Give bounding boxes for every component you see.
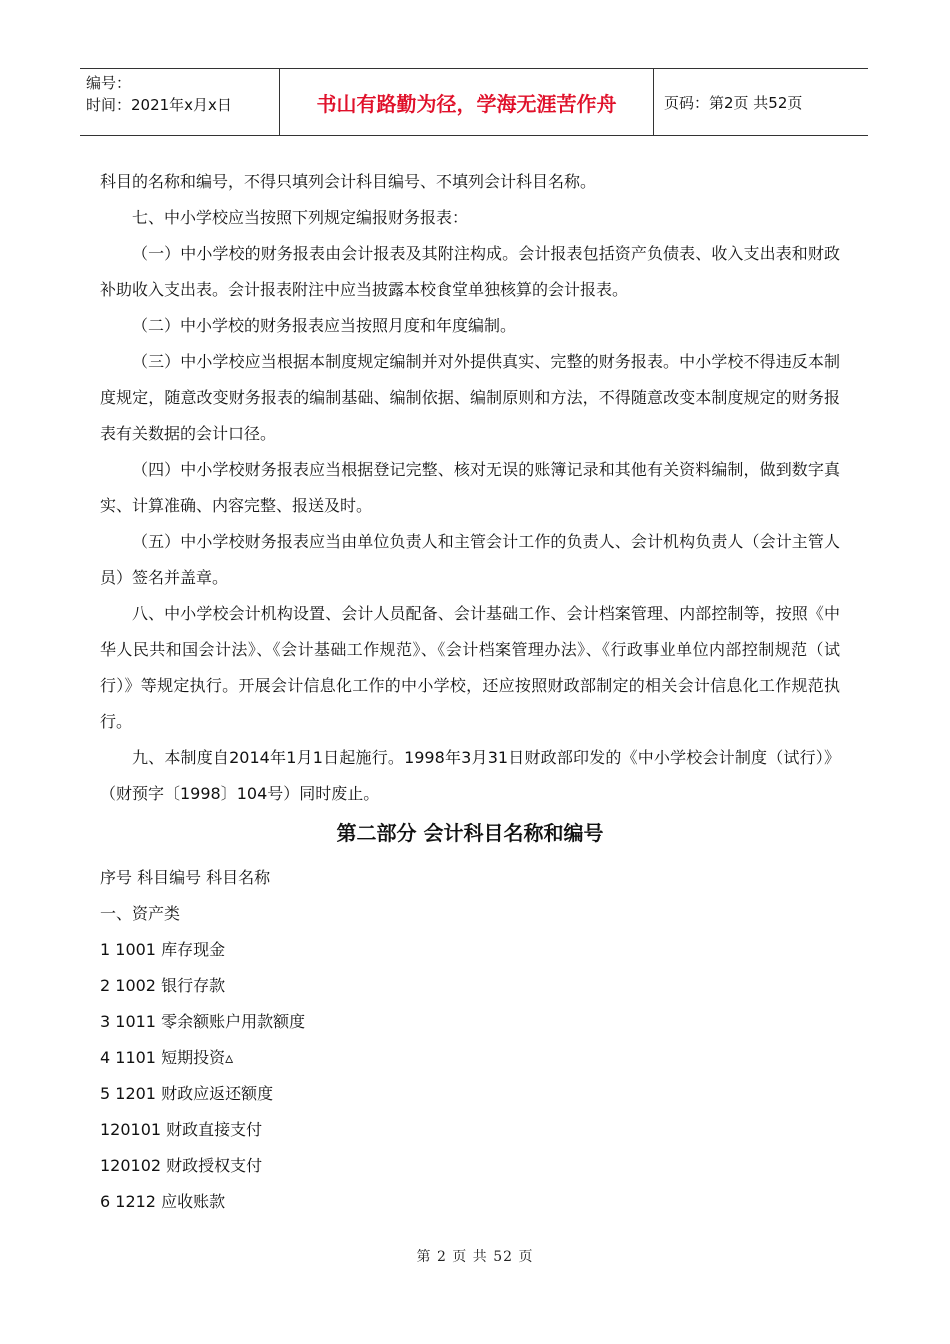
paragraph: （五）中小学校财务报表应当由单位负责人和主管会计工作的负责人、会计机构负责人（会计主管人员）签名并盖章。 [100,532,840,587]
list-item: 120102 财政授权支付 [100,1156,263,1175]
list-item: 3 1011 零余额账户用款额度 [100,1012,306,1031]
paragraph: （一）中小学校的财务报表由会计报表及其附注构成。会计报表包括资产负债表、收入支出表和财政补助收入支出表。会计报表附注中应当披露本校食堂单独核算的会计报表。 [100,244,840,299]
time-label: 时间：2021年x月x日 [86,96,232,114]
paragraph: 科目的名称和编号，不得只填列会计科目编号、不填列会计科目名称。 [100,172,597,191]
paragraph: 八、中小学校会计机构设置、会计人员配备、会计基础工作、会计档案管理、内部控制等，按照《中华人民共和国会计法》、《会计基础工作规范》、《会计档案管理办法》、《行政事业单位内部控制规范（试行）》等规定执行。开展会计信息化工作的中小学校，还应按照财政部制定的相关会计信息化工作规范执行。 [100,604,840,731]
list-item: 5 1201 财政应返还额度 [100,1084,274,1103]
list-item: 6 1212 应收账款 [100,1192,226,1211]
header-page-info: 页码：第2页 共52页 [664,93,803,112]
section-title: 第二部分 会计科目名称和编号 [336,821,604,845]
paragraph: 七、中小学校应当按照下列规定编报财务报表： [132,208,469,227]
list-item: 120101 财政直接支付 [100,1120,263,1139]
header-motto: 书山有路勤为径，学海无涯苦作舟 [280,69,654,135]
list-header: 序号 科目编号 科目名称 [100,868,271,887]
paragraph: 九、本制度自2014年1月1日起施行。1998年3月31日财政部印发的《中小学校会计制度（试行）》（财预字〔1998〕104号）同时废止。 [100,748,840,803]
page-header [80,68,868,136]
list-item: 1 1001 库存现金 [100,940,226,959]
number-label: 编号： [86,74,132,92]
header-meta [80,69,280,135]
list-item: 2 1002 银行存款 [100,976,226,995]
list-item: 4 1101 短期投资▵ [100,1048,234,1067]
page-footer: 第 2 页 共 52 页 [416,1249,534,1265]
paragraph: （四）中小学校财务报表应当根据登记完整、核对无误的账簿记录和其他有关资料编制，做到数字真实、计算准确、内容完整、报送及时。 [100,460,840,515]
paragraph: （二）中小学校的财务报表应当按照月度和年度编制。 [132,316,517,335]
document-body [100,164,840,1220]
paragraph: （三）中小学校应当根据本制度规定编制并对外提供真实、完整的财务报表。中小学校不得违反本制度规定，随意改变财务报表的编制基础、编制依据、编制原则和方法，不得随意改变本制度规定的财务报表有关数据的会计口径。 [100,352,840,443]
list-item: 一、资产类 [100,904,181,923]
